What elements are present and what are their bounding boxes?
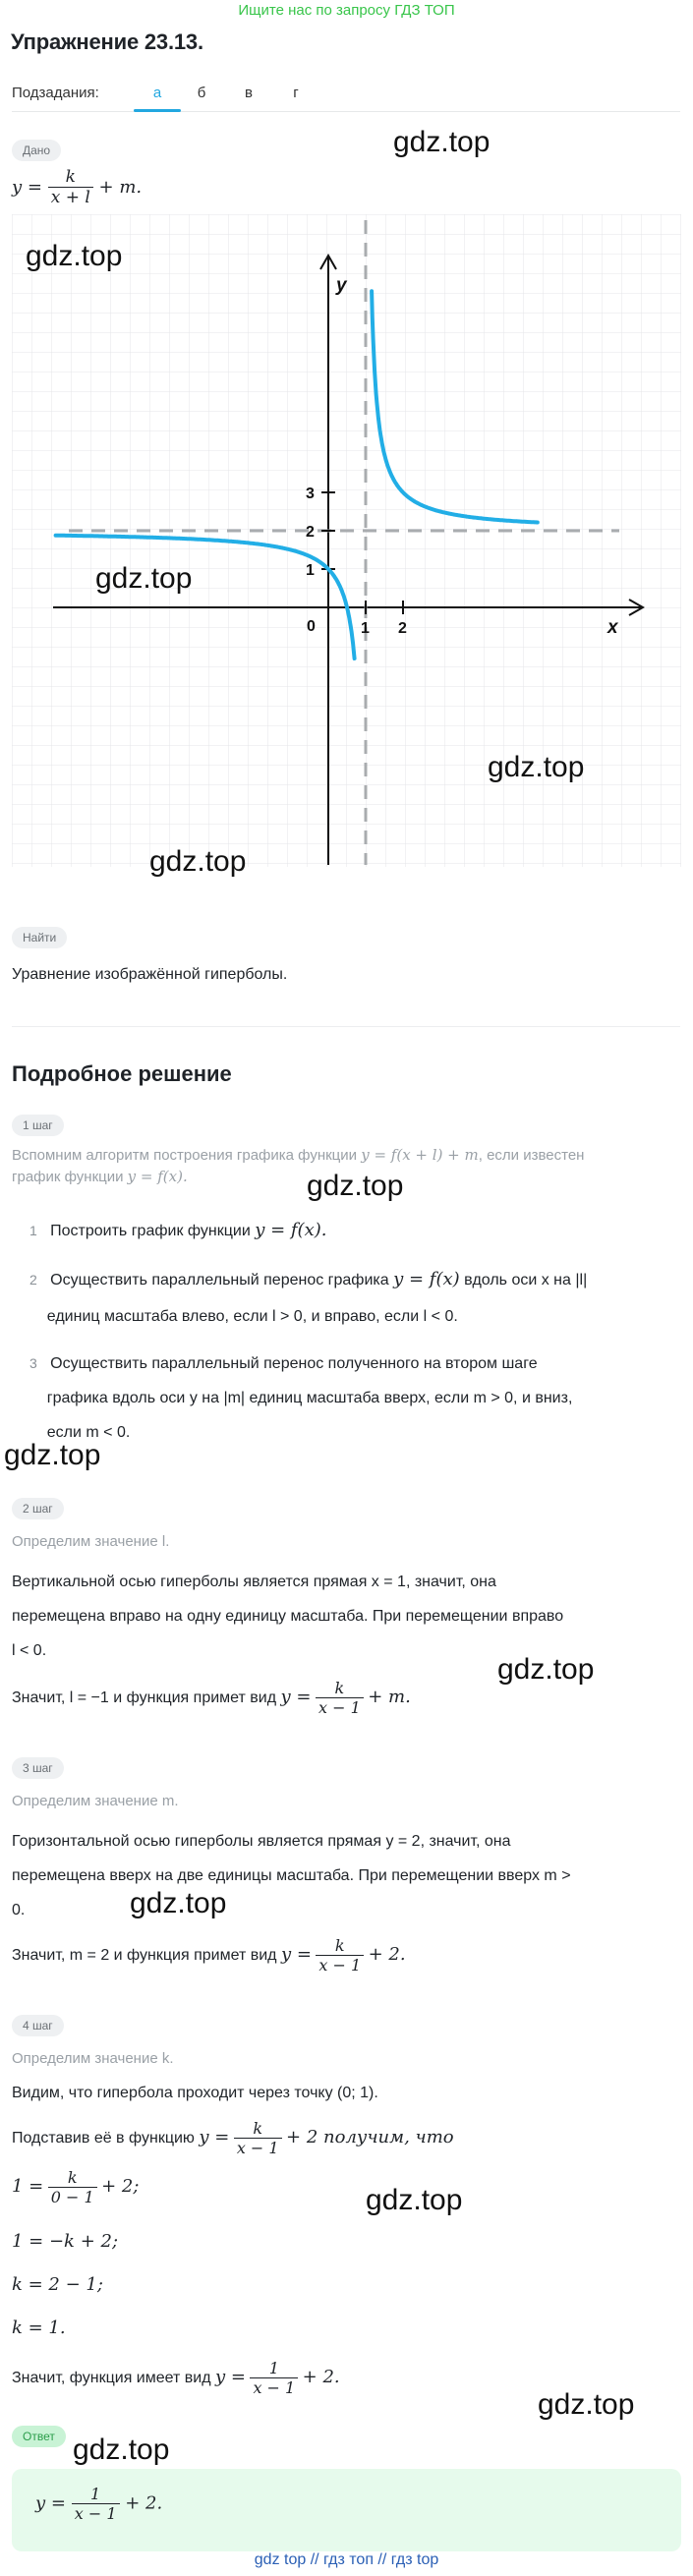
step-4-eq-4: k = 1. <box>12 2318 66 2338</box>
find-text: Уравнение изображённой гиперболы. <box>12 966 288 983</box>
watermark: gdz.top <box>488 751 585 783</box>
footer-links[interactable]: gdz top // гдз топ // гдз top <box>254 2551 439 2568</box>
active-tab-indicator <box>134 109 181 112</box>
given-formula: y = $\frac{k}{x + l}$ + m. <box>12 167 143 208</box>
step-4-eq-3: k = 2 − 1; <box>12 2274 103 2295</box>
watermark: gdz.top <box>26 240 123 272</box>
step-3-text: Горизонтальной осью гиперболы является прямая y = 2, значит, она перемещена вверх на две единицы масштаба. При перемещении вверх m > 0. <box>12 1833 571 1919</box>
answer-formula: y = $\frac{1}{x - 1}$ + 2. <box>35 2485 163 2524</box>
watermark: gdz.top <box>307 1170 404 1202</box>
tab-v[interactable]: в <box>245 85 253 101</box>
page-title: Упражнение 23.13. <box>11 29 203 54</box>
step-4-eq-2: 1 = −k + 2; <box>12 2231 119 2252</box>
step-4-line-2: Подставив её в функцию y = $\frac{k}{x - 1}$ + 2 получим, что <box>12 2119 454 2158</box>
x-tick-label-2: 2 <box>398 620 407 637</box>
step-1-intro: Вспомним алгоритм построения графика функции y = f(x + l) + m, если известен график функции y = f(x). <box>12 1146 585 1185</box>
solution-title: Подробное решение <box>12 1061 232 1086</box>
watermark: gdz.top <box>130 1887 227 1919</box>
x-axis-label: x <box>607 617 618 638</box>
watermark: gdz.top <box>4 1439 101 1471</box>
step-4-eq-1: 1 = $\frac{k}{0 - 1}$ + 2; <box>12 2168 140 2207</box>
y-tick-label-3: 3 <box>306 486 315 502</box>
step-2-muted: Определим значение l. <box>12 1533 170 1550</box>
divider <box>12 1026 680 1027</box>
step-3-pill: 3 шаг <box>12 1757 64 1779</box>
y-tick-label-2: 2 <box>306 524 315 541</box>
x-tick-label-1: 1 <box>361 620 370 637</box>
step-1-pill: 1 шаг <box>12 1115 64 1136</box>
watermark: gdz.top <box>149 845 247 878</box>
step-4-line-1: Видим, что гипербола проходит через точку (0; 1). <box>12 2085 378 2101</box>
subtasks-label: Подзадания: <box>12 85 99 101</box>
search-banner[interactable]: Ищите нас по запросу ГДЗ ТОП <box>238 2 455 19</box>
find-pill: Найти <box>12 927 67 948</box>
answer-pill: Ответ <box>12 2426 66 2447</box>
step-4-conclusion: Значит, функция имеет вид y = $\frac{1}{x - 1}$ + 2. <box>12 2359 340 2398</box>
given-pill: Дано <box>12 140 61 161</box>
tab-g[interactable]: г <box>293 85 299 101</box>
watermark: gdz.top <box>538 2388 635 2421</box>
tab-b[interactable]: б <box>197 85 206 101</box>
step-1-item-2: 2 Осуществить параллельный перенос графика y = f(x) вдоль оси x на |l| единиц масштаба влево, если l > 0, и вправо, если l < 0. <box>29 1269 588 1325</box>
y-axis-label: y <box>336 275 347 296</box>
watermark: gdz.top <box>366 2184 463 2216</box>
step-4-muted: Определим значение k. <box>12 2050 174 2067</box>
origin-label: 0 <box>307 618 316 635</box>
step-2-pill: 2 шаг <box>12 1498 64 1519</box>
step-3-muted: Определим значение m. <box>12 1793 179 1809</box>
step-1-item-3: 3 Осуществить параллельный перенос полученного на втором шаге графика вдоль оси y на |m| единиц масштаба вверх, если m > 0, и вниз, если m < 0. <box>29 1355 573 1442</box>
step-3-conclusion: Значит, m = 2 и функция примет вид y = $\frac{k}{x - 1}$ + 2. <box>12 1936 406 1975</box>
watermark: gdz.top <box>497 1653 595 1686</box>
step-2-conclusion: Значит, l = −1 и функция примет вид y = $\frac{k}{x - 1}$ + m. <box>12 1679 411 1718</box>
watermark: gdz.top <box>73 2433 170 2466</box>
tab-a[interactable]: а <box>152 85 162 101</box>
step-2-text: Вертикальной осью гиперболы является прямая x = 1, значит, она перемещена вправо на одну единицу масштаба. При перемещении вправо l < 0. <box>12 1574 564 1660</box>
step-1-item-1: 1 Построить график функции y = f(x). <box>29 1220 327 1240</box>
tabs-divider <box>12 111 680 112</box>
watermark: gdz.top <box>95 562 193 595</box>
step-4-pill: 4 шаг <box>12 2015 64 2036</box>
y-tick-label-1: 1 <box>306 562 315 579</box>
watermark: gdz.top <box>393 126 491 158</box>
